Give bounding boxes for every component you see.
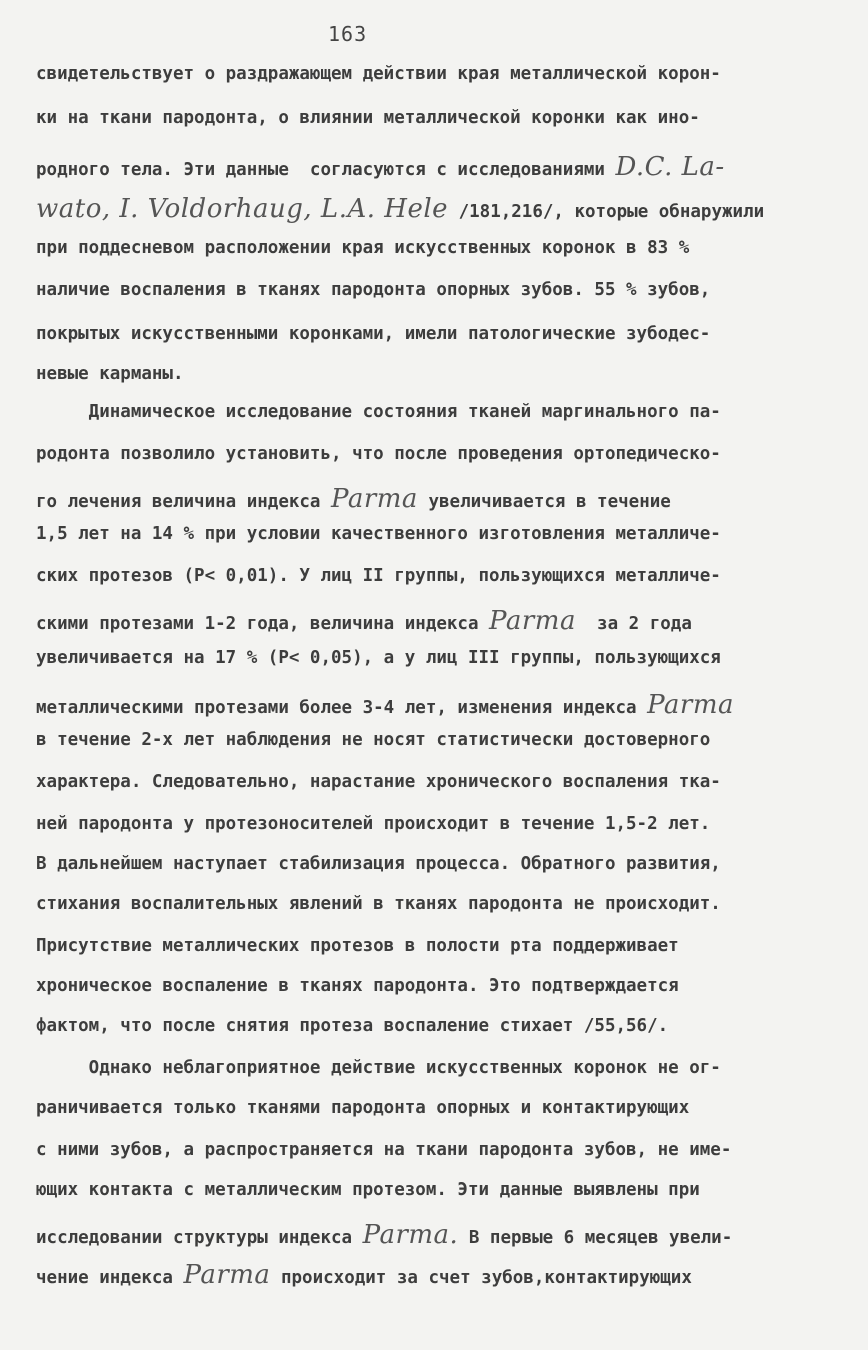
text-line (36, 66, 721, 84)
text-line (36, 856, 721, 874)
text-line (36, 608, 692, 634)
typed-text: Динамическое исследование состояния тканей маргинального па- (36, 402, 721, 422)
text-line (36, 110, 700, 128)
handwritten-insert: wato, I. Voldorhaug, L.A. Hele (36, 194, 449, 224)
text-line (36, 526, 721, 544)
typed-text: стихания воспалительных явлений в тканях пародонта не происходит. (36, 894, 721, 914)
typed-text: невые карманы. (36, 364, 184, 384)
text-line (36, 154, 725, 180)
typed-text: покрытых искусственными коронками, имели патологические зубодес- (36, 324, 711, 344)
typed-text: в течение 2-х лет наблюдения не носят статистически достоверного (36, 730, 711, 750)
typed-text: В первые 6 месяцев увели- (458, 1228, 733, 1248)
text-line (36, 978, 679, 996)
text-line (36, 938, 679, 956)
text-line (36, 404, 721, 422)
text-line (36, 282, 710, 300)
typed-text: металлическими протезами более 3-4 лет, изменения индекса (36, 698, 648, 718)
text-line (36, 446, 721, 464)
text-line (36, 650, 721, 668)
text-line (36, 1222, 732, 1248)
text-line (36, 326, 710, 344)
typed-text: Присутствие металлических протезов в полости рта поддерживает (36, 936, 679, 956)
text-line (36, 366, 184, 384)
typed-text: исследовании структуры индекса (36, 1228, 363, 1248)
typed-text: характера. Следовательно, нарастание хронического воспаления тка- (36, 772, 721, 792)
typed-text: увеличивается в течение (417, 492, 671, 512)
text-line (36, 486, 671, 512)
text-line (36, 1142, 731, 1160)
typed-text: за 2 года (575, 614, 692, 634)
typed-text: /181,216/, которые обнаружили (448, 202, 765, 222)
typed-text: ских протезов (Р< 0,01). У лиц II группы, пользующихся металличе- (36, 566, 721, 586)
typed-text: родного тела. Эти данные согласуются с исследованиями (36, 160, 616, 180)
handwritten-insert: Parma (647, 690, 735, 720)
typed-text: с ними зубов, а распространяется на ткани пародонта зубов, не име- (36, 1140, 732, 1160)
handwritten-insert: D.C. La- (615, 152, 725, 182)
typed-text: хроническое воспаление в тканях пародонта. Это подтверждается (36, 976, 679, 996)
typed-text: Однако неблагоприятное действие искусственных коронок не ог- (36, 1058, 721, 1078)
typed-text: раничивается только тканями пародонта опорных и контактирующих (36, 1098, 690, 1118)
typed-text: ней пародонта у протезоносителей происходит в течение 1,5-2 лет. (36, 814, 711, 834)
text-line (36, 732, 710, 750)
typed-text: фактом, что после снятия протеза воспаление стихает /55,56/. (36, 1016, 669, 1036)
typed-text: го лечения величина индекса (36, 492, 332, 512)
text-line (36, 816, 710, 834)
typed-text: при поддесневом расположении края искусственных коронок в 83 % (36, 238, 690, 258)
typed-text: свидетельствует о раздражающем действии края металлической корон- (36, 64, 721, 84)
text-line (36, 240, 689, 258)
handwritten-insert: Parma (331, 484, 418, 514)
typed-text: ки на ткани пародонта, о влиянии металлической коронки как ино- (36, 108, 700, 128)
page-number: 163 (328, 22, 368, 46)
text-line (36, 1018, 668, 1036)
typed-text: ющих контакта с металлическим протезом. Эти данные выявлены при (36, 1180, 700, 1200)
typed-text: происходит за счет зубов,контактирующих (270, 1268, 692, 1288)
typed-text: увеличивается на 17 % (Р< 0,05), а у лиц III группы, пользующихся (36, 648, 721, 668)
typed-text: В дальнейшем наступает стабилизация процесса. Обратного развития, (36, 854, 721, 874)
typed-text: 1,5 лет на 14 % при условии качественного изготовления металличе- (36, 524, 721, 544)
text-line (36, 568, 721, 586)
typed-text: наличие воспаления в тканях пародонта опорных зубов. 55 % зубов, (36, 280, 711, 300)
text-line (36, 196, 764, 222)
text-line (36, 1100, 689, 1118)
text-line (36, 774, 721, 792)
text-line (36, 692, 734, 718)
text-line (36, 896, 721, 914)
text-line (36, 1060, 721, 1078)
handwritten-insert: Parma. (362, 1220, 459, 1250)
typed-text: скими протезами 1-2 года, величина индекса (36, 614, 490, 634)
text-line (36, 1182, 700, 1200)
handwritten-insert: Parma (183, 1260, 271, 1290)
handwritten-insert: Parma (489, 606, 576, 636)
typed-text: чение индекса (36, 1268, 184, 1288)
typed-text: родонта позволило установить, что после проведения ортопедическо- (36, 444, 721, 464)
text-line (36, 1262, 692, 1288)
